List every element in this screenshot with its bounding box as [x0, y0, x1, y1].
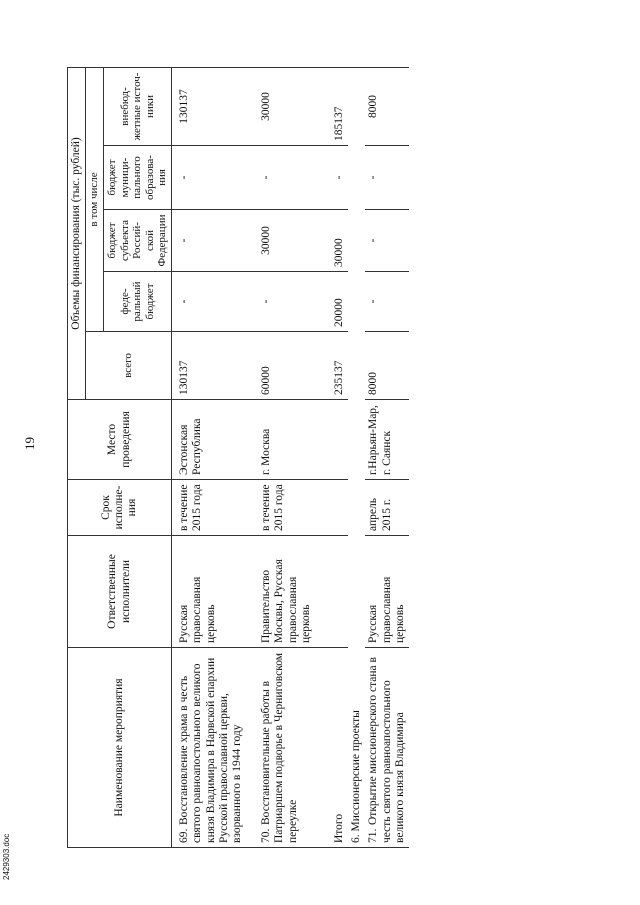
- row-total: 130137: [172, 332, 247, 400]
- row-name: Восстановление храма в честь святого равноапостольного великого князя Владимира в Нарвской епархии Русской православной церкви, взорванного в 1944 году: [178, 657, 243, 843]
- row-regional: 30000: [246, 210, 315, 272]
- row-term: в течение 2015 года: [172, 480, 247, 536]
- header-executors: Ответственные исполнители: [68, 536, 172, 648]
- row-place: г.Нарьян-Мар, г. Саянск: [365, 400, 409, 480]
- row-number: 71.: [367, 828, 380, 843]
- rotated-page-content: [67, 68, 587, 848]
- row-executor: Русская православная церковь: [172, 536, 247, 648]
- row-term: в течение 2015 года: [246, 480, 315, 536]
- row-number: 70.: [260, 828, 273, 843]
- header-municipal: бюджет муници-пального образова-ния: [103, 146, 171, 210]
- header-including: в том числе: [86, 67, 104, 331]
- total-extra: 185137: [315, 67, 348, 145]
- section-row: [348, 67, 365, 847]
- row-place: Эстонская Республика: [172, 400, 247, 480]
- row-regional: -: [365, 210, 409, 272]
- funding-table: [67, 67, 409, 848]
- row-place: г. Москва: [246, 400, 315, 480]
- header-funding: Объемы финансирования (тыс. рублей): [68, 67, 86, 399]
- total-row: [315, 67, 348, 847]
- row-total: 8000: [365, 332, 409, 400]
- section-title: 6. Миссионерские проекты: [348, 67, 365, 847]
- table-row: [365, 67, 409, 847]
- row-executor: Правительство Москвы, Русская православная церковь: [246, 536, 315, 648]
- header-place: Место проведения: [68, 400, 172, 480]
- row-number: 69.: [178, 828, 191, 843]
- row-name: Восстановительные работы в Патриаршем подворье в Черниговском переулке: [260, 652, 299, 843]
- row-term: апрель 2015 г.: [365, 480, 409, 536]
- total-label: Итого: [315, 648, 348, 848]
- header-federal: феде-ральный бюджет: [103, 272, 171, 332]
- row-federal: -: [246, 272, 315, 332]
- total-sum: 235137: [315, 332, 348, 400]
- table-row: [246, 67, 315, 847]
- header-regional: бюджет субъекта Россий-ской Федерации: [103, 210, 171, 272]
- total-regional: 30000: [315, 210, 348, 272]
- row-municipal: -: [365, 146, 409, 210]
- row-extra: 8000: [365, 67, 409, 145]
- header-extrabudget: внебюд-жетные источ-ники: [103, 67, 171, 145]
- row-regional: -: [172, 210, 247, 272]
- header-total: всего: [86, 332, 172, 400]
- row-name: Открытие миссионерского стана в честь святого равноапостольного великого князя Владимира: [367, 657, 406, 843]
- table-row: [172, 67, 247, 847]
- document-id: 2429303.doc: [2, 833, 11, 880]
- header-name: Наименование мероприятия: [68, 648, 172, 848]
- row-extra: 130137: [172, 67, 247, 145]
- total-federal: 20000: [315, 272, 348, 332]
- total-municipal: -: [315, 146, 348, 210]
- row-total: 60000: [246, 332, 315, 400]
- row-federal: -: [172, 272, 247, 332]
- row-municipal: -: [172, 146, 247, 210]
- row-municipal: -: [246, 146, 315, 210]
- row-extra: 30000: [246, 67, 315, 145]
- header-term: Срок исполне-ния: [68, 480, 172, 536]
- row-federal: -: [365, 272, 409, 332]
- page-number: 19: [22, 437, 37, 450]
- row-executor: Русская православная церковь: [365, 536, 409, 648]
